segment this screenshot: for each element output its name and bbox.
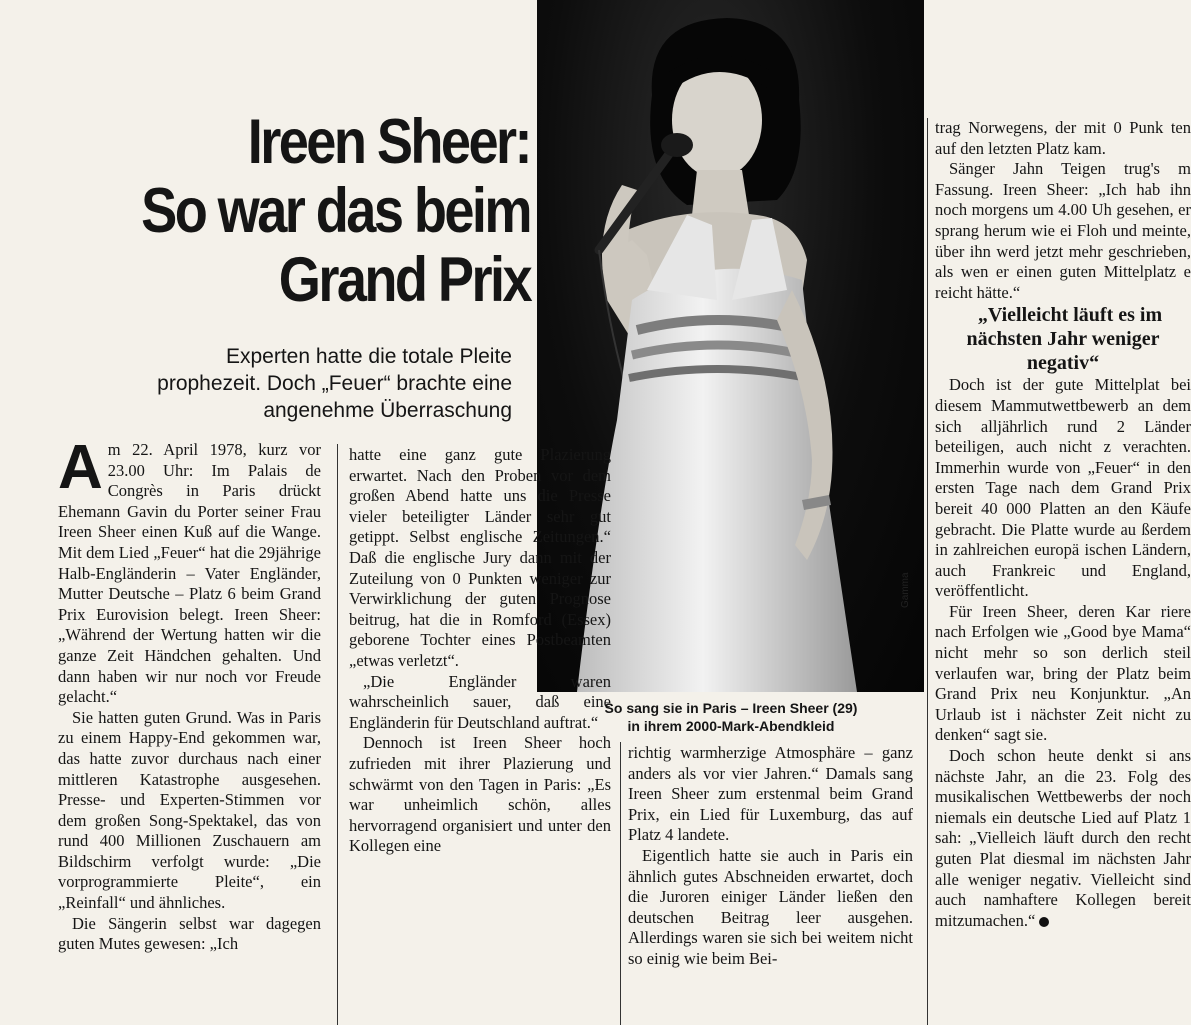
paragraph: Dennoch ist Ireen Sheer hoch zufrieden mit ihrer Plazierung und schwärmt von den Tagen in Paris: „Es war unheimlich schön, alles hervorragend organisiert und unter den Kollegen eine [349, 733, 611, 856]
subheadline [150, 343, 512, 424]
headline-line-1: Ireen Sheer: [247, 107, 530, 177]
paragraph: Am 22. April 1978, kurz vor 23.00 Uhr: Im Palais de Congrès in Paris drückt Ehemann Gavin du Porter seiner Frau Ireen Sheer einen Kuß auf die Wange. Mit dem Lied „Feuer“ hat die 29jährige Halb-Engländerin – Vater Engländer, Mutter Deutsche – Platz 6 beim Grand Prix Eurovision belegt. Ireen Sheer: „Während der Wertung hatten wir die ganze Zeit Händchen gehalten. Und dann haben wir nur noch vor Freude gelacht.“ [58, 440, 321, 707]
photo-caption-line-1: So sang sie in Paris – Ireen Sheer (29) [604, 700, 858, 716]
end-mark-icon [1039, 917, 1049, 927]
article-column-1 [58, 440, 321, 1025]
subheadline-line-3: angenehme Überraschung [263, 399, 512, 422]
article-column-3 [628, 743, 913, 1025]
subheadline-line-2: prophezeit. Doch „Feuer“ brachte eine [157, 372, 512, 395]
article-column-4 [935, 118, 1191, 1025]
paragraph: Doch schon heute denkt si ans nächste Jahr, an die 23. Folg des musikalischen Wettbewerbs der noch niemals ein deutsche Lied auf Platz 1 sah: „Vielleich läuft durch den recht guten Plat diesmal im nächsten Jahr alle weniger negativ. Vielleicht sind auch namhaftere Kollegen bereit mitzumachen.“ [935, 746, 1191, 930]
article-column-2 [349, 445, 611, 1025]
headline [109, 108, 530, 315]
paragraph: hatte eine ganz gute Plazierung erwartet. Nach den Proben vor dem großen Abend hatte uns die Presse vieler beteiligter Länder sehr gut getippt. Selbst englische Zeitungen.“ Daß die englische Jury dann mit der Zuteilung von 0 Punkten weniger zur Verwirklichung der guten Prognose beitrug, hat die in Romford (Essex) geborene Tochter eines Postbeamten „etwas verletzt“. [349, 445, 611, 670]
paragraph: Die Sängerin selbst war dagegen guten Mutes gewesen: „Ich [58, 913, 321, 954]
paragraph: Eigentlich hatte sie auch in Paris ein ähnlich gutes Abschneiden erwartet, doch die Juroren einiger Länder ließen den deutschen Beitrag leer ausgehen. Allerdings waren sie sich bei weitem nicht so einig wie beim Bei- [628, 845, 913, 968]
paragraph: „Die Engländer waren wahrscheinlich sauer, daß eine Engländerin für Deutschland auftrat.“ [349, 671, 611, 732]
column-rule-3 [927, 118, 928, 1025]
headline-line-3: Grand Prix [278, 245, 530, 315]
paragraph: Für Ireen Sheer, deren Kar riere nach Erfolgen wie „Good bye Mama“ nicht mehr so son derlich steil verlaufen war, bring der Platz beim Grand Prix neu Konjunktur. „An Urlaub ist i nächster Zeit nicht zu denken“ sagt sie. [935, 601, 1191, 745]
column-rule-1 [337, 444, 338, 1025]
drop-cap: A [58, 440, 103, 502]
paragraph: Sänger Jahn Teigen trug's m Fassung. Ireen Sheer: „Ich hab ihn noch morgens um 4.00 Uh gesehen, er sprang herum wie ei Floh und meinte, über ihn werd jetzt mehr geschrieben, als wen er einen guten Mittelplatz e reicht hätte.“ [935, 159, 1191, 302]
headline-line-2: So war das beim [141, 176, 530, 246]
subheadline-line-1: Experten hatte die totale Pleite [225, 345, 512, 368]
intertitle: „Vielleicht läuft es im nächsten Jahr weniger negativ“ [966, 304, 1163, 375]
paragraph: trag Norwegens, der mit 0 Punk ten auf den letzten Platz kam. [935, 118, 1191, 158]
photo-caption-line-2: in ihrem 2000-Mark-Abendkleid [627, 718, 835, 734]
paragraph: Doch ist der gute Mittelplat bei diesem Mammutwettbewerb an dem sich alljährlich rund 2 Länder beteiligen, auch nicht z verachten. Immerhin wurde von „Feuer“ in den ersten Tage nach dem Grand Prix bereit 40 000 Platten an den Käufe gebracht. Die Platte wurde au ßerdem in zahlreichen europä ischen Ländern, auch Frankreic und England, veröffentlicht. [935, 375, 1191, 601]
paragraph: richtig warmherzige Atmosphäre – ganz anders als vor vier Jahren.“ Damals sang Ireen Sheer zum erstenmal beim Grand Prix, ein Lied für Luxemburg, das auf Platz 4 landete. [628, 743, 913, 845]
column-rule-2 [620, 742, 621, 1025]
paragraph: Sie hatten guten Grund. Was in Paris zu einem Happy-End gekommen war, das hatte zuvor durchaus nach einer mittleren Katastrophe ausgesehen. Presse- und Experten-Stimmen vor dem großen Song-Spektakel, das von rund 400 Millionen Zuschauern am Bildschirm verfolgt wurde: „Die vorprogrammierte Pleite“, ein „Reinfall“ und ähnliches. [58, 707, 321, 913]
photo-credit: Gamma [900, 572, 911, 608]
